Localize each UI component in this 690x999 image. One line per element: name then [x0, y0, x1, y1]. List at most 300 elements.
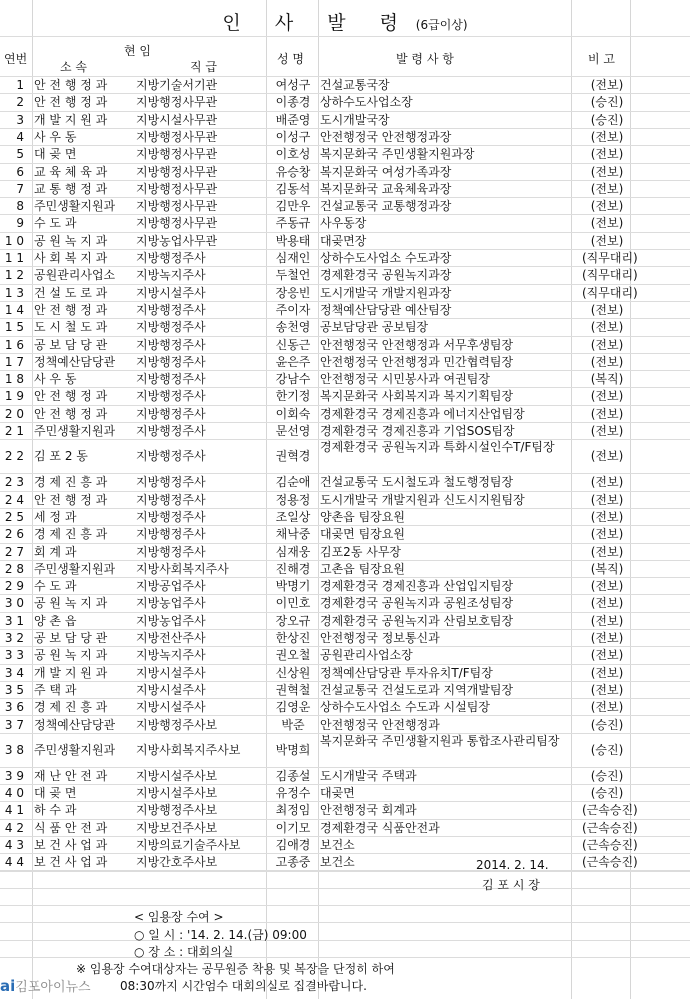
row-note: (승진) [590, 742, 624, 757]
row-number: 3 6 [4, 700, 24, 715]
row-note: (전보) [590, 147, 624, 162]
row-appointment: 안전행정국 안전행정과 [320, 717, 440, 732]
row-rank: 지방행정주사 [136, 372, 206, 387]
row-name: 주동규 [275, 216, 311, 231]
row-affiliation: 양 촌 읍 [34, 613, 77, 628]
row-name: 이호성 [275, 147, 311, 162]
row-number: 3 3 [4, 648, 24, 663]
row-number: 9 [16, 216, 24, 231]
table-row [0, 249, 690, 266]
ceremony-notice-1: ※ 임용장 수여대상자는 공무원증 착용 및 복장을 단정히 하여 [76, 962, 395, 976]
ceremony-date: ○ 일 시 : '14. 2. 14.(금) 09:00 [134, 928, 307, 942]
row-affiliation: 정책예산담당관 [34, 354, 116, 369]
row-affiliation: 공원관리사업소 [34, 268, 116, 283]
row-note: (전보) [590, 475, 624, 490]
row-number: 2 2 [4, 449, 24, 464]
table-row [0, 784, 690, 801]
row-affiliation: 사 회 복 지 과 [34, 251, 108, 265]
row-number: 4 3 [4, 838, 24, 852]
row-number: 1 1 [4, 251, 24, 265]
table-row [0, 629, 690, 646]
row-number: 2 9 [4, 579, 24, 594]
table-row [0, 111, 690, 128]
row-name: 박명기 [275, 579, 311, 594]
row-number: 2 6 [4, 527, 24, 542]
row-affiliation: 공 원 녹 지 과 [34, 233, 108, 248]
row-name: 김순애 [275, 475, 311, 490]
row-rank: 지방농업사무관 [136, 233, 218, 248]
row-rank: 지방시설주사 [136, 665, 206, 680]
row-rank: 지방시설주사 [136, 682, 206, 697]
row-affiliation: 하 수 과 [34, 803, 77, 818]
row-name: 장응빈 [275, 285, 311, 300]
row-appointment: 건설교통국 교통행정과장 [320, 199, 452, 214]
row-rank: 지방공업주사 [136, 579, 206, 594]
row-appointment: 김포2동 사무장 [320, 544, 402, 559]
table-row [0, 405, 690, 422]
header-note: 비 고 [588, 52, 615, 66]
row-affiliation: 경 제 진 흥 과 [34, 527, 108, 542]
row-rank: 지방행정주사보 [136, 803, 218, 818]
row-affiliation: 개 발 지 원 과 [34, 665, 108, 680]
row-name: 두철언 [275, 268, 311, 283]
row-appointment: 경제환경국 공원녹지과 산림보호팀장 [320, 613, 514, 628]
table-row [0, 163, 690, 180]
table-row [0, 594, 690, 611]
row-name: 권혁철 [275, 682, 311, 697]
row-note: (전보) [590, 216, 624, 231]
row-appointment: 안전행정국 시민봉사과 여권팀장 [320, 372, 490, 387]
row-name: 이회숙 [275, 406, 311, 421]
row-appointment: 안전행정국 회계과 [320, 803, 417, 818]
row-affiliation: 대 곶 면 [34, 786, 77, 801]
row-number: 2 4 [4, 492, 24, 507]
row-number: 4 2 [4, 820, 24, 835]
row-name: 한기정 [275, 389, 311, 404]
row-appointment: 대곶면 [320, 786, 355, 801]
row-name: 채낙중 [275, 527, 311, 542]
row-number: 4 1 [4, 803, 24, 818]
row-appointment: 도시개발국 개발지원과 신도시지원팀장 [320, 492, 525, 507]
document-title: 인 사 발 령 (6급이상) [222, 12, 468, 34]
row-affiliation: 도 시 철 도 과 [34, 320, 108, 335]
row-affiliation: 교 육 체 육 과 [34, 164, 108, 179]
row-affiliation: 공 보 담 당 관 [34, 337, 108, 352]
row-affiliation: 주민생활지원과 [34, 742, 116, 757]
row-appointment: 고촌읍 팀장요원 [320, 561, 405, 576]
row-name: 조일상 [275, 509, 311, 524]
grid-line [0, 36, 690, 37]
row-appointment: 대곶면장 [320, 233, 367, 248]
row-note: (전보) [590, 233, 624, 248]
row-number: 1 6 [4, 337, 24, 352]
header-rank: 직 급 [190, 60, 217, 74]
table-row [0, 336, 690, 353]
row-note: (전보) [590, 613, 624, 628]
row-number: 1 0 [4, 233, 24, 248]
row-note: (전보) [590, 164, 624, 179]
row-appointment: 보건소 [320, 838, 355, 852]
table-row [0, 128, 690, 145]
row-affiliation: 안 전 행 정 과 [34, 78, 108, 92]
grid-line [0, 871, 690, 872]
row-appointment: 복지문화국 주민생활지원과 통합조사관리팀장 [320, 733, 560, 748]
row-affiliation: 공 보 담 당 관 [34, 631, 108, 645]
row-appointment: 상하수도사업소장 [320, 95, 413, 110]
header-name: 성 명 [277, 52, 304, 66]
row-name: 주이자 [275, 302, 311, 317]
row-affiliation: 주 택 과 [34, 682, 77, 697]
row-name: 김영운 [275, 700, 311, 715]
row-affiliation: 경 제 진 흥 과 [34, 475, 108, 490]
row-affiliation: 주민생활지원과 [34, 561, 116, 576]
row-name: 이민호 [275, 596, 311, 611]
row-name: 유정수 [275, 786, 311, 801]
row-rank: 지방녹지주사 [136, 268, 206, 283]
row-note: (전보) [590, 579, 624, 594]
row-name: 김동석 [275, 181, 311, 196]
grid-line [0, 905, 690, 906]
row-rank: 지방행정주사 [136, 544, 206, 559]
table-row [0, 232, 690, 249]
row-name: 배준영 [275, 112, 311, 127]
row-number: 3 1 [4, 613, 24, 628]
row-affiliation: 세 정 과 [34, 509, 77, 524]
row-name: 이기모 [275, 820, 311, 835]
row-name: 김만우 [275, 199, 311, 214]
row-rank: 지방시설주사보 [136, 768, 218, 783]
row-appointment: 도시개발국 개발지원과장 [320, 285, 452, 300]
row-note: (전보) [590, 682, 624, 697]
row-name: 박명희 [275, 742, 311, 757]
row-affiliation: 김 포 2 동 [34, 449, 88, 464]
row-number: 3 9 [4, 768, 24, 783]
row-number: 1 [16, 78, 24, 92]
row-appointment: 양촌읍 팀장요원 [320, 509, 405, 524]
row-appointment: 경제환경국 경제진흥과 에너지산업팀장 [320, 406, 525, 421]
row-affiliation: 교 통 행 정 과 [34, 181, 108, 196]
row-appointment: 경제환경국 공원녹지과 공원조성팀장 [320, 596, 514, 611]
table-row [0, 387, 690, 404]
row-number: 1 2 [4, 268, 24, 283]
table-row [0, 473, 690, 490]
grid-line [0, 940, 690, 941]
row-rank: 지방행정주사 [136, 406, 206, 421]
row-name: 고종중 [275, 855, 311, 870]
row-note: (전보) [590, 449, 624, 464]
row-number: 3 7 [4, 717, 24, 732]
row-affiliation: 안 전 행 정 과 [34, 95, 108, 110]
ceremony-place: ○ 장 소 : 대회의실 [134, 945, 234, 959]
row-name: 강남수 [275, 372, 311, 387]
row-appointment: 경제환경국 공원녹지과장 [320, 268, 452, 283]
table-row [0, 180, 690, 197]
row-note: (승진) [590, 768, 624, 783]
table-row [0, 491, 690, 508]
row-note: (전보) [590, 631, 624, 645]
table-row [0, 612, 690, 629]
row-number: 2 1 [4, 424, 24, 438]
row-affiliation: 사 우 동 [34, 372, 77, 387]
row-appointment: 상하수도사업소 수도과장 [320, 251, 452, 265]
row-number: 1 7 [4, 354, 24, 369]
row-appointment: 복지문화국 교육체육과장 [320, 181, 452, 196]
row-rank: 지방시설주사 [136, 700, 206, 715]
row-note: (근속승진) [582, 855, 638, 870]
table-row [0, 698, 690, 715]
row-name: 권오철 [275, 648, 311, 663]
row-rank: 지방사회복지주사 [136, 561, 229, 576]
row-rank: 지방행정주사 [136, 527, 206, 542]
row-number: 2 0 [4, 406, 24, 421]
row-rank: 지방기술서기관 [136, 78, 218, 92]
row-appointment: 건설교통국장 [320, 78, 390, 92]
row-note: (복직) [590, 561, 624, 576]
ceremony-notice-2: 08:30까지 시간엄수 대회의실로 집결바랍니다. [120, 979, 367, 993]
row-note: (전보) [590, 544, 624, 559]
row-number: 3 0 [4, 596, 24, 611]
row-rank: 지방행정주사 [136, 320, 206, 335]
row-appointment: 공보담당관 공보팀장 [320, 320, 429, 335]
row-number: 1 5 [4, 320, 24, 335]
row-note: (전보) [590, 181, 624, 196]
row-rank: 지방행정사무관 [136, 95, 218, 110]
table-row [0, 422, 690, 439]
header-affiliation: 소 속 [60, 60, 87, 74]
row-rank: 지방시설사무관 [136, 112, 218, 127]
row-rank: 지방행정사무관 [136, 129, 218, 144]
row-rank: 지방행정주사 [136, 449, 206, 464]
row-name: 최정임 [275, 803, 311, 818]
issue-date: 2014. 2. 14. [476, 858, 549, 872]
row-appointment: 경제환경국 경제진흥과 기업SOS팀장 [320, 424, 515, 438]
row-number: 1 9 [4, 389, 24, 404]
row-note: (전보) [590, 302, 624, 317]
row-note: (복직) [590, 372, 624, 387]
table-row [0, 801, 690, 818]
row-rank: 지방행정사무관 [136, 199, 218, 214]
table-row [0, 560, 690, 577]
ceremony-heading: < 임용장 수여 > [134, 910, 224, 924]
row-name: 윤은주 [275, 354, 311, 369]
row-rank: 지방행정주사 [136, 492, 206, 507]
row-name: 김애경 [275, 838, 311, 852]
table-row [0, 353, 690, 370]
row-appointment: 복지문화국 주민생활지원과장 [320, 147, 475, 162]
row-note: (전보) [590, 492, 624, 507]
row-number: 3 4 [4, 665, 24, 680]
row-rank: 지방행정주사 [136, 251, 206, 265]
row-appointment: 경제환경국 식품안전과 [320, 820, 440, 835]
row-note: (전보) [590, 354, 624, 369]
row-name: 이종경 [275, 95, 311, 110]
row-affiliation: 안 전 행 정 과 [34, 302, 108, 317]
grid-line [0, 957, 690, 958]
row-affiliation: 식 품 안 전 과 [34, 820, 108, 835]
row-note: (전보) [590, 700, 624, 715]
row-name: 장오규 [275, 613, 311, 628]
row-affiliation: 안 전 행 정 과 [34, 389, 108, 404]
row-name: 신동근 [275, 337, 311, 352]
row-rank: 지방행정주사 [136, 302, 206, 317]
row-rank: 지방행정주사 [136, 475, 206, 490]
row-name: 신상원 [275, 665, 311, 680]
row-appointment: 복지문화국 여성가족과장 [320, 164, 452, 179]
table-row [0, 93, 690, 110]
row-appointment: 상하수도사업소 수도과 시설팀장 [320, 700, 490, 715]
row-affiliation: 보 건 사 업 과 [34, 855, 108, 870]
row-number: 3 5 [4, 682, 24, 697]
row-rank: 지방시설주사보 [136, 786, 218, 801]
table-row [0, 525, 690, 542]
table-row [0, 145, 690, 162]
row-note: (전보) [590, 78, 624, 92]
row-number: 2 7 [4, 544, 24, 559]
row-appointment: 대곶면 팀장요원 [320, 527, 405, 542]
table-row [0, 301, 690, 318]
row-name: 진해경 [275, 561, 311, 576]
row-note: (전보) [590, 337, 624, 352]
table-row [0, 197, 690, 214]
row-affiliation: 공 원 녹 지 과 [34, 596, 108, 611]
row-appointment: 도시개발국 주택과 [320, 768, 417, 783]
row-number: 4 0 [4, 786, 24, 801]
row-number: 2 3 [4, 475, 24, 490]
row-rank: 지방사회복지주사보 [136, 742, 241, 757]
row-name: 한상진 [275, 631, 311, 645]
row-appointment: 건설교통국 건설도로과 지역개발팀장 [320, 682, 514, 697]
row-number: 2 8 [4, 561, 24, 576]
row-number: 1 4 [4, 302, 24, 317]
row-rank: 지방의료기술주사보 [136, 838, 241, 852]
grid-line [0, 922, 690, 923]
row-note: (근속승진) [582, 820, 638, 835]
row-note: (승진) [590, 95, 624, 110]
row-name: 심재웅 [275, 544, 311, 559]
row-note: (전보) [590, 596, 624, 611]
row-rank: 지방시설주사 [136, 285, 206, 300]
row-name: 문선영 [275, 424, 311, 438]
row-appointment: 경제환경국 경제진흥과 산업입지팀장 [320, 579, 514, 594]
row-appointment: 공원관리사업소장 [320, 648, 413, 663]
row-affiliation: 안 전 행 정 과 [34, 492, 108, 507]
table-row [0, 853, 690, 870]
table-row [0, 266, 690, 283]
row-rank: 지방농업주사 [136, 613, 206, 628]
row-affiliation: 주민생활지원과 [34, 199, 116, 214]
table-row [0, 664, 690, 681]
row-affiliation: 수 도 과 [34, 579, 77, 594]
row-affiliation: 건 설 도 로 과 [34, 285, 108, 300]
row-appointment: 건설교통국 도시철도과 철도행정팀장 [320, 475, 514, 490]
row-name: 유승창 [275, 164, 311, 179]
row-affiliation: 수 도 과 [34, 216, 77, 231]
row-rank: 지방전산주사 [136, 631, 206, 645]
header-no: 연번 [4, 52, 28, 66]
row-note: (직무대리) [582, 285, 638, 300]
row-appointment: 정책예산담당관 투자유치T/F팀장 [320, 665, 493, 680]
table-row [0, 819, 690, 836]
row-note: (직무대리) [582, 268, 638, 283]
row-note: (전보) [590, 509, 624, 524]
row-number: 6 [16, 164, 24, 179]
row-note: (전보) [590, 424, 624, 438]
row-affiliation: 개 발 지 원 과 [34, 112, 108, 127]
row-rank: 지방행정사무관 [136, 147, 218, 162]
row-appointment: 안전행정국 정보통신과 [320, 631, 440, 645]
row-name: 심재인 [275, 251, 311, 265]
row-number: 2 5 [4, 509, 24, 524]
gimpo-ai-news-logo: ai김포아이뉴스 [0, 977, 91, 995]
row-affiliation: 정책예산담당관 [34, 717, 116, 732]
table-row [0, 836, 690, 853]
row-rank: 지방행정주사 [136, 354, 206, 369]
row-rank: 지방간호주사보 [136, 855, 218, 870]
table-row [0, 318, 690, 335]
row-note: (전보) [590, 527, 624, 542]
row-name: 여성구 [275, 78, 311, 92]
row-note: (전보) [590, 665, 624, 680]
row-rank: 지방행정사무관 [136, 216, 218, 231]
row-affiliation: 경 제 진 흥 과 [34, 700, 108, 715]
row-name: 권혁경 [275, 449, 311, 464]
table-row [0, 767, 690, 784]
row-rank: 지방보건주사보 [136, 820, 218, 835]
row-name: 이성구 [275, 129, 311, 144]
row-note: (전보) [590, 199, 624, 214]
table-row [0, 577, 690, 594]
row-number: 4 [16, 129, 24, 144]
header-post: 발 령 사 항 [396, 52, 454, 66]
row-appointment: 보건소 [320, 855, 355, 870]
row-number: 1 3 [4, 285, 24, 300]
row-appointment: 정책예산담당관 예산팀장 [320, 302, 452, 317]
row-number: 1 8 [4, 372, 24, 387]
row-note: (전보) [590, 320, 624, 335]
row-rank: 지방녹지주사 [136, 648, 206, 663]
row-number: 8 [16, 199, 24, 214]
table-row [0, 716, 690, 733]
row-number: 2 [16, 95, 24, 110]
row-number: 4 4 [4, 855, 24, 870]
row-rank: 지방농업주사 [136, 596, 206, 611]
row-affiliation: 안 전 행 정 과 [34, 406, 108, 421]
row-appointment: 안전행정국 안전행정과장 [320, 129, 452, 144]
row-affiliation: 공 원 녹 지 과 [34, 648, 108, 663]
row-appointment: 안전행정국 안전행정과 민간협력팀장 [320, 354, 514, 369]
row-rank: 지방행정주사 [136, 389, 206, 404]
row-note: (승진) [590, 112, 624, 127]
table-row [0, 733, 690, 767]
row-rank: 지방행정주사 [136, 424, 206, 438]
table-row [0, 543, 690, 560]
row-note: (근속승진) [582, 803, 638, 818]
row-appointment: 도시개발국장 [320, 112, 390, 127]
row-affiliation: 회 계 과 [34, 544, 77, 559]
row-affiliation: 대 곶 면 [34, 147, 77, 162]
row-number: 3 2 [4, 631, 24, 645]
row-note: (전보) [590, 406, 624, 421]
row-number: 5 [16, 147, 24, 162]
row-rank: 지방행정주사 [136, 509, 206, 524]
row-name: 정용정 [275, 492, 311, 507]
row-note: (전보) [590, 129, 624, 144]
row-note: (직무대리) [582, 251, 638, 265]
row-affiliation: 사 우 동 [34, 129, 77, 144]
row-note: (근속승진) [582, 838, 638, 852]
row-note: (승진) [590, 786, 624, 801]
row-number: 7 [16, 181, 24, 196]
